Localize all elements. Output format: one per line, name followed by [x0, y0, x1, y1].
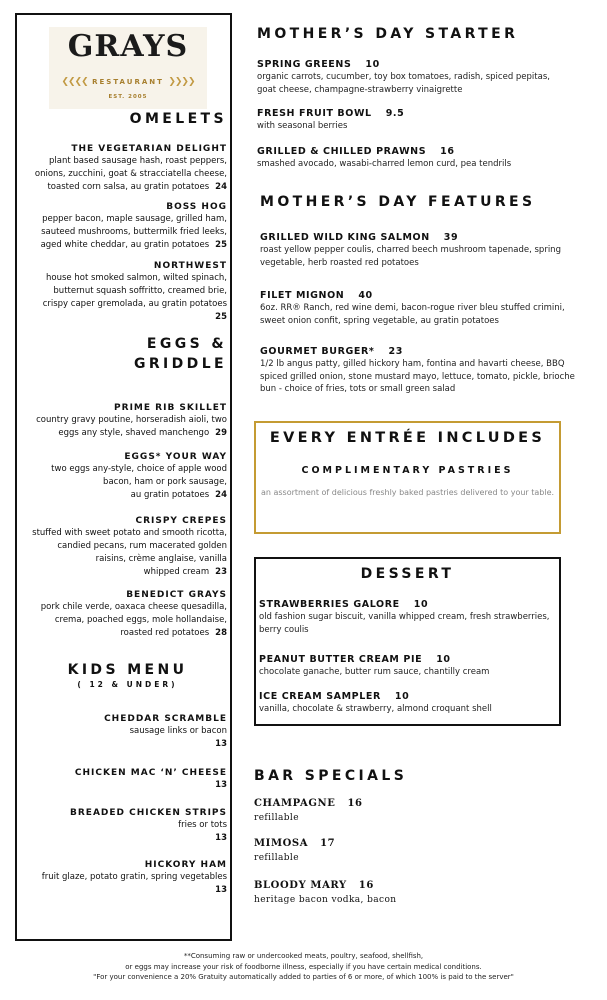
item-name: FRESH FRUIT BOWL [257, 108, 372, 119]
item-desc-line: raisins, crème anglaise, vanilla [95, 554, 227, 564]
item-price: 9.5 [385, 108, 405, 119]
item-desc-line: toasted corn salsa, au gratin potatoes [47, 182, 210, 192]
item-price: 10 [394, 691, 410, 702]
item-desc-line: roast yellow pepper coulis, charred beech mushroom tapenade, spring [260, 245, 561, 255]
dessert-box [254, 557, 561, 726]
menu-item [21, 143, 227, 194]
item-desc-line: bun - choice of fries, tots or small green salad [260, 384, 456, 394]
item-price: 13 [215, 780, 227, 790]
menu-item [21, 767, 227, 792]
item-price: 13 [215, 885, 227, 895]
item-price: 25 [215, 240, 227, 250]
item-name: CHEDDAR SCRAMBLE [104, 714, 227, 724]
item-desc-line: 1/2 lb angus patty, gilled hickory ham, fontina and havarti cheese, BBQ [260, 359, 565, 369]
menu-item [259, 653, 557, 679]
item-desc-line: refillable [254, 853, 299, 863]
menu-item [260, 231, 595, 269]
item-desc-line: candied pecans, rum macerated golden [57, 541, 227, 551]
item-name: CHICKEN MAC ‘N’ CHEESE [74, 768, 227, 778]
item-desc-line: with seasonal berries [257, 121, 348, 131]
menu-item [21, 260, 227, 324]
features-heading: MOTHER’S DAY FEATURES [260, 194, 536, 210]
item-price: 40 [358, 290, 373, 301]
item-price: 16 [347, 798, 363, 809]
item-price: 23 [388, 346, 403, 357]
dessert-heading: DESSERT [360, 566, 455, 582]
item-desc-line: two eggs any-style, choice of apple wood [51, 464, 227, 474]
item-name: EGGS* YOUR WAY [124, 452, 227, 462]
item-price: 10 [436, 654, 451, 665]
item-name: NORTHWEST [153, 261, 227, 271]
menu-item [259, 690, 557, 716]
item-desc-line: pepper bacon, maple sausage, grilled ham, [42, 214, 227, 224]
item-price: 16 [358, 880, 374, 891]
menu-item [21, 402, 227, 440]
item-desc-line: goat cheese, champagne-strawberry vinaigrette [257, 84, 463, 95]
item-desc-line: fruit glaze, potato gratin, spring vegetables [41, 872, 227, 882]
omelets-heading: OMELETS [129, 111, 227, 127]
item-desc-line: chocolate ganache, butter rum sauce, chantilly cream [259, 667, 490, 677]
item-desc-line: roasted red potatoes [120, 628, 210, 638]
menu-item [21, 589, 227, 640]
item-price: 10 [413, 599, 429, 610]
item-name: THE VEGETARIAN DELIGHT [71, 144, 227, 154]
item-name: FILET MIGNON [260, 290, 345, 301]
item-desc-line: stuffed with sweet potato and smooth ricotta, [32, 528, 227, 538]
item-desc-line: sausage links or bacon [129, 726, 227, 736]
entree-description: an assortment of delicious freshly baked pastries delivered to your table. [260, 488, 555, 497]
item-name: PRIME RIB SKILLET [114, 403, 227, 413]
item-desc-line: organic carrots, cucumber, toy box tomatoes, radish, spiced pepitas, [257, 72, 550, 82]
item-price: 28 [215, 628, 227, 638]
menu-item [21, 713, 227, 751]
item-desc-line: plant based sausage hash, roast peppers, [48, 156, 227, 166]
item-price: 13 [215, 739, 227, 749]
menu-item [21, 807, 227, 845]
menu-item [21, 859, 227, 897]
item-desc-line: house hot smoked salmon, wilted spinach, [46, 273, 227, 283]
item-price: 24 [215, 490, 227, 500]
item-desc-line: refillable [254, 813, 299, 823]
grays-logo [49, 27, 207, 109]
entree-heading: EVERY ENTRÉE INCLUDES [269, 430, 546, 446]
item-name: BENEDICT GRAYS [126, 590, 227, 600]
item-name: PEANUT BUTTER CREAM PIE [259, 654, 423, 665]
item-desc-line: crema, poached eggs, mole hollandaise, [54, 615, 227, 625]
item-name: GRILLED WILD KING SALMON [260, 232, 430, 243]
footer-disclaimer [0, 951, 607, 983]
item-price: 23 [215, 567, 227, 577]
wheat-left-icon: ❮❮❮❮ [61, 77, 88, 87]
footer-line: **Consuming raw or undercooked meats, poultry, seafood, shellfish, [183, 952, 424, 960]
menu-item [254, 879, 589, 907]
item-name: CHAMPAGNE [254, 798, 336, 809]
item-desc-line: country gravy poutine, horseradish aioli, two [36, 415, 227, 425]
menu-item [257, 107, 592, 133]
wheat-right-icon: ❯❯❯❯ [168, 77, 195, 87]
item-desc-line: vanilla, chocolate & strawberry, almond croquant shell [259, 704, 492, 714]
item-price: 13 [215, 833, 227, 843]
item-desc-line: aged white cheddar, au gratin potatoes [40, 240, 210, 250]
item-desc-line: butternut squash soffritto, creamed brie, [53, 286, 227, 296]
item-name: MIMOSA [254, 838, 309, 849]
item-name: BLOODY MARY [254, 880, 347, 891]
item-desc-line: eggs any style, shaved manchengo [58, 428, 210, 438]
item-desc-line: old fashion sugar biscuit, vanilla whipped cream, fresh strawberries, [259, 612, 550, 622]
menu-item [21, 515, 227, 579]
menu-item [254, 797, 589, 825]
menu-item [260, 289, 595, 327]
item-desc-line: whipped cream [143, 567, 210, 577]
item-desc-line: berry coulis [259, 625, 309, 635]
eggs-heading-line1: EGGS & [146, 336, 227, 352]
starter-heading: MOTHER’S DAY STARTER [257, 26, 519, 42]
item-name: GOURMET BURGER* [260, 346, 375, 357]
eggs-heading-line2: GRIDDLE [133, 356, 227, 372]
item-price: 24 [215, 182, 227, 192]
kids-menu-heading: KIDS MENU [67, 662, 188, 678]
menu-item [21, 451, 227, 502]
item-price: 39 [443, 232, 459, 243]
item-name: ICE CREAM SAMPLER [259, 691, 381, 702]
item-desc-line: au gratin potatoes [130, 490, 210, 500]
item-name: STRAWBERRIES GALORE [259, 599, 400, 610]
item-desc-line: spiced grilled onion, stone mustard mayo, lettuce, tomato, pickle, brioche [260, 371, 575, 382]
item-price: 17 [320, 838, 336, 849]
logo-tagline-row [49, 77, 207, 87]
logo-established: EST. 2005 [108, 94, 148, 100]
entree-subtitle: COMPLIMENTARY PASTRIES [301, 465, 514, 476]
menu-item [257, 58, 592, 96]
menu-item [21, 201, 227, 252]
item-name: HICKORY HAM [144, 860, 227, 870]
menu-item [260, 345, 595, 396]
item-price: 16 [440, 146, 455, 157]
item-desc-line: vegetable, herb roasted red potatoes [260, 257, 419, 268]
menu-item [259, 598, 557, 637]
footer-line: or eggs may increase your risk of foodborne illness, especially if you have certain medical conditions. [125, 962, 482, 971]
item-name: CRISPY CREPES [135, 516, 227, 526]
item-name: SPRING GREENS [257, 59, 352, 70]
item-name: BREADED CHICKEN STRIPS [70, 808, 227, 818]
entree-includes-box [254, 421, 561, 534]
item-desc-line: smashed avocado, wasabi-charred lemon curd, pea tendrils [257, 159, 512, 169]
item-desc-line: sweet onion confit, spring vegetable, au gratin potatoes [260, 315, 499, 326]
item-desc-line: sauteed mushrooms, buttermilk fried leeks, [41, 227, 227, 237]
item-price: 29 [215, 428, 227, 438]
item-desc-line: fries or tots [178, 820, 227, 830]
item-desc-line: onions, zucchini, goat & stracciatella cheese, [34, 169, 227, 179]
logo-wordmark: GRAYS [67, 29, 189, 64]
item-desc-line: heritage bacon vodka, bacon [254, 895, 397, 905]
logo-tagline: RESTAURANT [92, 78, 164, 86]
footer-line: "For your convenience a 20% Gratuity automatically added to parties of 6 or more, of which 100% is paid to the server" [93, 973, 514, 981]
item-desc-line: pork chile verde, oaxaca cheese quesadilla, [40, 602, 227, 612]
kids-menu-subtitle: ( 12 & UNDER) [77, 680, 178, 689]
item-desc-line: bacon, ham or pork sausage, [103, 477, 227, 487]
left-menu-panel [15, 13, 232, 941]
item-price: 25 [215, 312, 227, 322]
item-desc-line: 6oz. RR® Ranch, red wine demi, bacon-rogue river bleu stuffed crimini, [260, 303, 565, 313]
item-price: 10 [365, 59, 380, 70]
menu-item [257, 145, 592, 171]
item-desc-line: crispy caper gremolada, au gratin potatoes [42, 299, 227, 309]
item-name: BOSS HOG [166, 202, 227, 212]
item-name: GRILLED & CHILLED PRAWNS [257, 146, 427, 157]
menu-item [254, 837, 589, 865]
bar-specials-heading: BAR SPECIALS [254, 768, 408, 784]
